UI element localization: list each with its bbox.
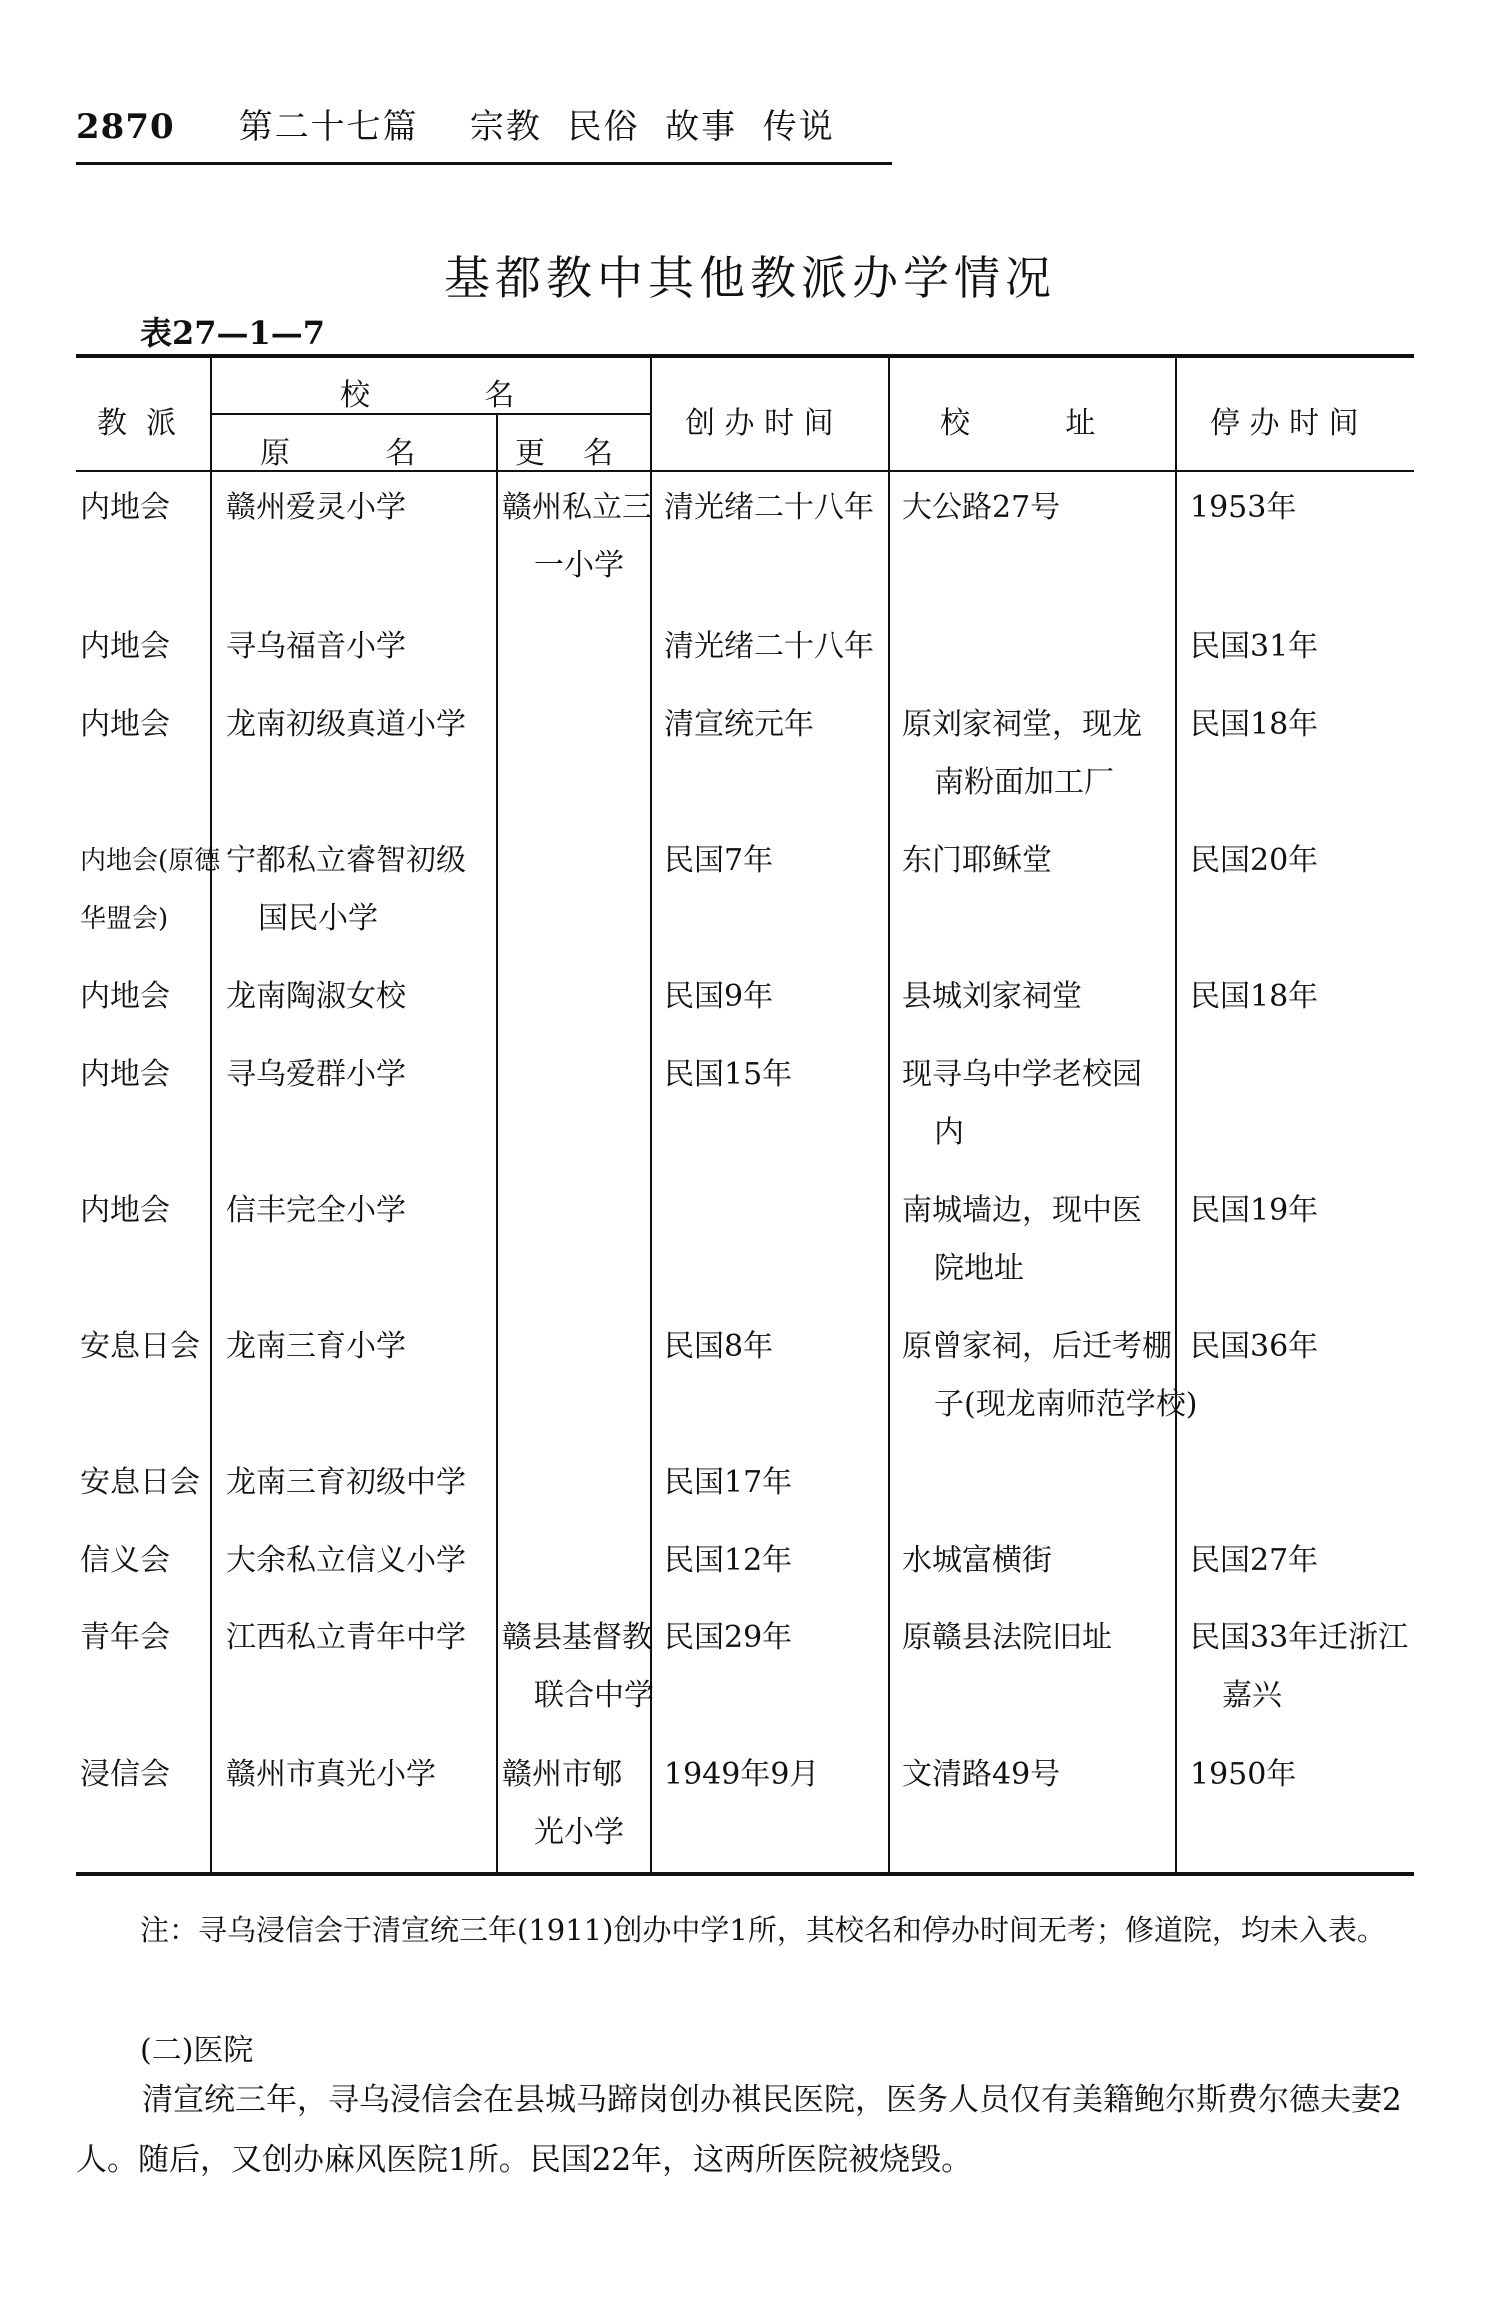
founded-cell [664, 1046, 792, 1104]
original-name-cell [226, 479, 406, 537]
cell-line: 民国15年 [664, 1057, 793, 1092]
sect-cell [80, 696, 170, 754]
header-rule [76, 162, 892, 165]
body-paragraph: 清宣统三年，寻乌浸信会在县城马蹄岗创办褀民医院，医务人员仅有美籍鲍尔斯费尔德夫妻2人。随后，又创办麻风医院1所。民国22年，这两所医院被烧毁。 [76, 2082, 1402, 2178]
col-divider-5 [1175, 358, 1177, 1874]
address-cell [902, 1046, 1142, 1162]
founded-cell [664, 968, 773, 1026]
chapter-topics: 宗教 民俗 故事 传说 [469, 107, 835, 147]
cell-line: 内 [934, 1115, 964, 1150]
closed-cell [1190, 1532, 1318, 1590]
founded-cell [664, 832, 773, 890]
cell-line: 南城墙边，现中医 [902, 1193, 1142, 1228]
table-bottom-rule [76, 1872, 1414, 1876]
cell-line: 大余私立信义小学 [226, 1543, 466, 1578]
cell-line: 民国33年迁浙江 [1190, 1620, 1409, 1655]
chapter-label: 第二十七篇 [238, 107, 419, 147]
original-name-cell [226, 1046, 406, 1104]
closed-cell [1190, 696, 1318, 754]
cell-line: 民国8年 [664, 1329, 774, 1364]
cell-line: 赣州爱灵小学 [226, 490, 406, 525]
cell-line: 赣州私立三 [502, 490, 652, 525]
address-cell [902, 479, 1060, 537]
col-header-original: 原 名 [260, 436, 416, 471]
col-header-closed: 停 办 时 间 [1210, 406, 1359, 441]
sect-cell [80, 1746, 170, 1804]
cell-line: 原赣县法院旧址 [902, 1620, 1112, 1655]
cell-line: 民国7年 [664, 843, 774, 878]
cell-line: 清光绪二十八年 [664, 490, 874, 525]
cell-line: 赣州市真光小学 [226, 1757, 436, 1792]
cell-line: 信丰完全小学 [226, 1193, 406, 1228]
cell-line: 1949年9月 [664, 1757, 820, 1792]
cell-line: 大公路27号 [902, 490, 1061, 525]
cell-line: 内地会 [80, 1057, 170, 1092]
cell-line: 民国29年 [664, 1620, 793, 1655]
cell-line: 光小学 [534, 1815, 624, 1850]
address-cell [902, 1609, 1112, 1667]
cell-line: 民国36年 [1190, 1329, 1319, 1364]
closed-cell [1190, 479, 1296, 537]
cell-line: 文清路49号 [902, 1757, 1061, 1792]
col-header-sect: 教 派 [97, 406, 177, 441]
cell-line: 江西私立青年中学 [226, 1620, 466, 1655]
table-title: 基都教中其他教派办学情况 [444, 251, 1056, 305]
cell-line: 嘉兴 [1222, 1678, 1282, 1713]
sect-cell [80, 1182, 170, 1240]
sect-cell [80, 832, 220, 948]
cell-line: 现寻乌中学老校园 [902, 1057, 1142, 1092]
original-name-cell [226, 1609, 466, 1667]
cell-line: 原刘家祠堂，现龙 [902, 707, 1142, 742]
cell-line: 县城刘家祠堂 [902, 979, 1082, 1014]
sect-cell [80, 618, 170, 676]
closed-cell [1190, 618, 1318, 676]
original-name-cell [226, 832, 466, 948]
col-header-founded: 创 办 时 间 [685, 406, 834, 441]
cell-line: 内地会 [80, 979, 170, 1014]
founded-cell [664, 1454, 792, 1512]
address-cell [902, 1532, 1052, 1590]
cell-line: 水城富横街 [902, 1543, 1052, 1578]
section-heading: (二)医院 [140, 2033, 254, 2068]
original-name-cell [226, 1318, 406, 1376]
sect-cell [80, 1046, 170, 1104]
col-header-school-name: 校 名 [340, 378, 515, 413]
cell-line: 内地会 [80, 490, 170, 525]
table-note: 注：寻乌浸信会于清宣统三年(1911)创办中学1所，其校名和停办时间无考；修道院，均未入表。 [140, 1913, 1386, 1947]
founded-cell [664, 618, 874, 676]
sect-cell [80, 1609, 170, 1667]
table-number: 表27—1—7 [140, 314, 326, 352]
cell-line: 清光绪二十八年 [664, 629, 874, 664]
founded-cell [664, 696, 814, 754]
col-divider-2 [496, 414, 498, 1874]
cell-line: 1953年 [1190, 490, 1297, 525]
closed-cell [1190, 968, 1318, 1026]
original-name-cell [226, 1746, 436, 1804]
closed-cell [1190, 1318, 1318, 1376]
original-name-cell [226, 618, 406, 676]
closed-cell [1190, 832, 1318, 890]
address-cell [902, 696, 1142, 812]
cell-line: 民国31年 [1190, 629, 1319, 664]
cell-line: 东门耶稣堂 [902, 843, 1052, 878]
closed-cell [1190, 1609, 1408, 1725]
renamed-cell [502, 1609, 654, 1725]
cell-line: 院地址 [934, 1251, 1024, 1286]
cell-line: 民国27年 [1190, 1543, 1319, 1578]
cell-line: 民国18年 [1190, 979, 1319, 1014]
address-cell [902, 832, 1052, 890]
cell-line: 龙南陶淑女校 [226, 979, 406, 1014]
page-number: 2870 [76, 107, 175, 147]
cell-line: 清宣统元年 [664, 707, 814, 742]
cell-line: 龙南三育初级中学 [226, 1465, 466, 1500]
founded-cell [664, 1746, 819, 1804]
cell-line: 民国9年 [664, 979, 774, 1014]
renamed-cell [502, 1746, 624, 1862]
cell-line: 龙南初级真道小学 [226, 707, 466, 742]
founded-cell [664, 479, 874, 537]
cell-line: 安息日会 [80, 1465, 200, 1500]
cell-line: 子(现龙南师范学校) [934, 1387, 1198, 1422]
founded-cell [664, 1609, 792, 1667]
col-divider-4 [888, 358, 890, 1874]
cell-line: 青年会 [80, 1620, 170, 1655]
founded-cell [664, 1532, 792, 1590]
cell-line: 民国17年 [664, 1465, 793, 1500]
col-divider-1 [210, 358, 212, 1874]
sect-cell [80, 479, 170, 537]
cell-line: 华盟会) [80, 904, 169, 934]
address-cell [902, 1318, 1197, 1434]
cell-line: 民国19年 [1190, 1193, 1319, 1228]
sect-cell [80, 1318, 200, 1376]
address-cell [902, 968, 1082, 1026]
cell-line: 内地会 [80, 629, 170, 664]
cell-line: 1950年 [1190, 1757, 1297, 1792]
col-header-renamed: 更 名 [515, 436, 614, 471]
sect-cell [80, 1454, 200, 1512]
sect-cell [80, 1532, 170, 1590]
cell-line: 安息日会 [80, 1329, 200, 1364]
founded-cell [664, 1318, 773, 1376]
cell-line: 南粉面加工厂 [934, 765, 1114, 800]
renamed-cell [502, 479, 652, 595]
cell-line: 赣县基督教 [502, 1620, 652, 1655]
original-name-cell [226, 1182, 406, 1240]
cell-line: 寻乌福音小学 [226, 629, 406, 664]
col-header-address: 校 址 [940, 406, 1096, 441]
cell-line: 寻乌爱群小学 [226, 1057, 406, 1092]
original-name-cell [226, 1454, 466, 1512]
cell-line: 民国12年 [664, 1543, 793, 1578]
original-name-cell [226, 696, 466, 754]
cell-line: 内地会(原德 [80, 846, 221, 876]
original-name-cell [226, 968, 406, 1026]
cell-line: 一小学 [534, 548, 624, 583]
cell-line: 内地会 [80, 707, 170, 742]
original-name-cell [226, 1532, 466, 1590]
cell-line: 联合中学 [534, 1678, 654, 1713]
cell-line: 原曾家祠，后迁考棚 [902, 1329, 1172, 1364]
address-cell [902, 1746, 1060, 1804]
running-header [76, 99, 835, 148]
closed-cell [1190, 1182, 1318, 1240]
cell-line: 赣州市郇 [502, 1757, 622, 1792]
sect-cell [80, 968, 170, 1026]
cell-line: 内地会 [80, 1193, 170, 1228]
cell-line: 宁都私立睿智初级 [226, 843, 466, 878]
table-top-rule [76, 354, 1414, 358]
cell-line: 龙南三育小学 [226, 1329, 406, 1364]
cell-line: 浸信会 [80, 1757, 170, 1792]
closed-cell [1190, 1746, 1296, 1804]
cell-line: 国民小学 [258, 901, 378, 936]
cell-line: 民国20年 [1190, 843, 1319, 878]
address-cell [902, 1182, 1142, 1298]
cell-line: 民国18年 [1190, 707, 1319, 742]
cell-line: 信义会 [80, 1543, 170, 1578]
